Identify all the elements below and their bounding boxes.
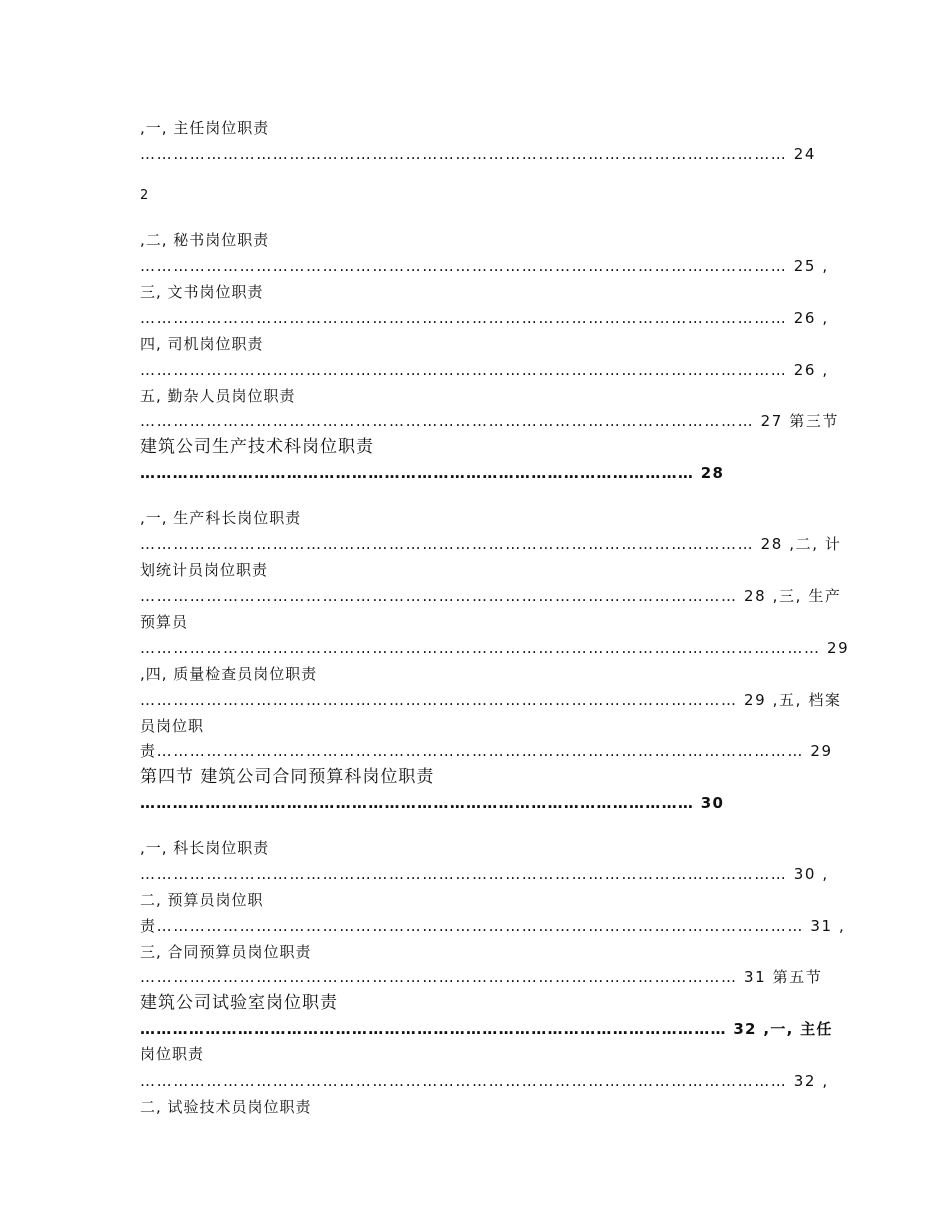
toc-entry: ,四, 质量检查员岗位职责	[140, 665, 318, 683]
toc-section-leader: ………………………………………………………………………………………… 30	[140, 794, 725, 812]
page-number: 2	[140, 188, 149, 203]
toc-leader: 责……………………………………………………………………………………………………… 29	[140, 742, 833, 760]
toc-entry: 预算员	[140, 613, 189, 631]
toc-leader: ……………………………………………………………………………………………………… 25 ,	[140, 257, 829, 275]
toc-leader: ……………………………………………………………………………………………… 31 第五节	[140, 968, 823, 986]
toc-section-heading: 第四节 建筑公司合同预算科岗位职责	[140, 767, 435, 787]
toc-entry: 四, 司机岗位职责	[140, 335, 264, 353]
toc-leader: ……………………………………………………………………………………………………… 26 ,	[140, 361, 829, 379]
toc-entry: ,二, 秘书岗位职责	[140, 231, 270, 249]
toc-entry: 三, 文书岗位职责	[140, 283, 264, 301]
toc-leader: ………………………………………………………………………………………………… 28 ,二, 计	[140, 535, 842, 553]
toc-entry: 五, 勤杂人员岗位职责	[140, 387, 296, 405]
toc-entry: ,一, 科长岗位职责	[140, 839, 270, 857]
toc-leader: ……………………………………………………………………………………………………… 26 ,	[140, 309, 829, 327]
toc-leader: ……………………………………………………………………………………………………… 24	[140, 145, 817, 163]
toc-leader: ………………………………………………………………………………………………… 27 第三节	[140, 412, 840, 430]
toc-entry: 员岗位职	[140, 717, 205, 735]
toc-leader: ……………………………………………………………………………………………………… 32 ,	[140, 1072, 829, 1090]
toc-leader: ……………………………………………………………………………………………… 28 ,三, 生产	[140, 587, 842, 605]
toc-entry: ,一, 主任岗位职责	[140, 119, 270, 137]
toc-entry: 岗位职责	[140, 1045, 205, 1063]
toc-entry: 划统计员岗位职责	[140, 561, 269, 579]
toc-leader: …………………………………………………………………………………………………………… 29	[140, 639, 850, 657]
toc-section-heading: 建筑公司试验室岗位职责	[140, 993, 338, 1013]
toc-section-leader: ……………………………………………………………………………………………… 32 ,一, 主任	[140, 1020, 833, 1038]
toc-entry: ,一, 生产科长岗位职责	[140, 509, 302, 527]
toc-section-leader: ………………………………………………………………………………………… 28	[140, 464, 725, 482]
toc-leader: ……………………………………………………………………………………………………… 30 ,	[140, 865, 829, 883]
toc-entry: 三, 合同预算员岗位职责	[140, 943, 312, 961]
toc-leader: 责……………………………………………………………………………………………………… 31 ,	[140, 917, 846, 935]
toc-entry: 二, 试验技术员岗位职责	[140, 1098, 312, 1116]
toc-entry: 二, 预算员岗位职	[140, 891, 264, 909]
toc-section-heading: 建筑公司生产技术科岗位职责	[140, 437, 374, 457]
toc-leader: ……………………………………………………………………………………………… 29 ,五, 档案	[140, 691, 842, 709]
